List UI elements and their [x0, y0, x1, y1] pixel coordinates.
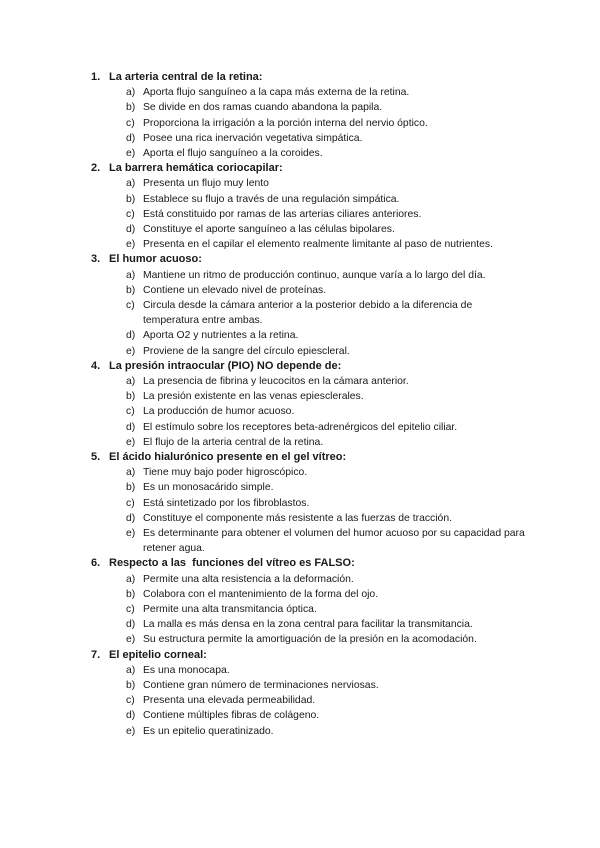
option-list: [91, 268, 531, 359]
option-text: Aporta el flujo sanguíneo a la coroides.: [143, 148, 323, 159]
option-letter: a): [126, 269, 136, 281]
option-text: Está sintetizado por los fibroblastos.: [143, 497, 310, 509]
option-item: [91, 100, 531, 115]
option-item: [91, 480, 531, 495]
question-2: [91, 161, 531, 252]
option-letter: c): [126, 497, 135, 509]
question-heading: [91, 359, 531, 374]
option-letter: a): [126, 664, 136, 676]
option-text: Constituye el componente más resistente a las fuerzas de tracción.: [143, 512, 452, 524]
option-text: Contiene un elevado nivel de proteínas.: [143, 284, 327, 296]
option-list: [91, 663, 531, 739]
option-text: Circula desde la cámara anterior a la posterior debido a la diferencia de temperatura entre ambas.: [143, 300, 473, 327]
option-letter: c): [126, 117, 135, 129]
option-text: Es un epitelio queratinizado.: [143, 725, 274, 737]
option-text: Presenta una elevada permeabilidad.: [143, 695, 316, 707]
question-list: [91, 70, 531, 739]
option-text: La producción de humor acuoso.: [143, 406, 295, 418]
question-number: 1.: [91, 71, 101, 83]
option-text: Tiene muy bajo poder higroscópico.: [143, 467, 308, 479]
option-letter: b): [126, 102, 136, 114]
option-text: La presencia de fibrina y leucocitos en la cámara anterior.: [143, 376, 409, 387]
option-item: [91, 632, 531, 647]
option-item: [91, 526, 531, 556]
option-item: [91, 85, 531, 100]
option-item: [91, 328, 531, 343]
option-text: Es determinante para obtener el volumen del humor acuoso por su capacidad para retener agua.: [143, 528, 525, 555]
option-item: [91, 222, 531, 237]
question-number: 5.: [91, 451, 101, 464]
option-text: Está constituido por ramas de las arterias ciliares anteriores.: [143, 208, 422, 220]
option-letter: d): [126, 132, 136, 144]
option-item: [91, 693, 531, 708]
option-letter: b): [126, 193, 136, 205]
option-item: [91, 283, 531, 298]
option-letter: c): [126, 604, 135, 616]
option-list: [91, 176, 531, 252]
option-item: [91, 116, 531, 131]
option-letter: b): [126, 391, 136, 403]
option-text: Es una monocapa.: [143, 664, 230, 676]
question-title: El ácido hialurónico presente en el gel vítreo:: [109, 451, 347, 464]
option-list: [91, 572, 531, 648]
option-letter: b): [126, 482, 136, 494]
option-letter: d): [126, 619, 136, 631]
option-item: [91, 678, 531, 693]
question-title: Respecto a las funciones del vítreo es FALSO:: [109, 557, 355, 570]
option-text: Su estructura permite la amortiguación de la presión en la acomodación.: [143, 634, 477, 646]
option-letter: e): [126, 345, 136, 357]
question-heading: [91, 648, 531, 663]
question-heading: [91, 450, 531, 465]
question-6: [91, 556, 531, 647]
option-letter: e): [126, 148, 136, 159]
option-letter: a): [126, 178, 136, 190]
option-letter: b): [126, 588, 136, 600]
option-letter: c): [126, 300, 135, 311]
option-letter: e): [126, 725, 136, 737]
option-item: [91, 617, 531, 632]
option-item: [91, 146, 531, 161]
option-item: [91, 708, 531, 723]
option-letter: d): [126, 330, 136, 342]
option-item: [91, 268, 531, 283]
question-heading: [91, 252, 531, 267]
option-letter: b): [126, 284, 136, 296]
option-letter: a): [126, 467, 136, 479]
question-number: 4.: [91, 359, 101, 372]
question-5: [91, 450, 531, 556]
option-item: [91, 344, 531, 359]
option-letter: d): [126, 512, 136, 524]
option-item: [91, 420, 531, 435]
option-text: Presenta en el capilar el elemento realmente limitante al paso de nutrientes.: [143, 239, 494, 251]
option-item: [91, 465, 531, 480]
option-item: [91, 404, 531, 419]
option-item: [91, 131, 531, 146]
question-number: 7.: [91, 648, 101, 661]
option-letter: e): [126, 436, 136, 448]
option-item: [91, 663, 531, 678]
option-item: [91, 724, 531, 739]
option-item: [91, 176, 531, 191]
option-letter: c): [126, 695, 135, 707]
question-heading: [91, 161, 531, 176]
option-letter: d): [126, 421, 136, 433]
question-number: 2.: [91, 162, 101, 175]
option-letter: c): [126, 208, 135, 220]
option-text: Proviene de la sangre del círculo epiescleral.: [143, 345, 350, 357]
option-list: [91, 465, 531, 556]
option-text: La malla es más densa en la zona central para facilitar la transmitancia.: [143, 619, 473, 631]
option-item: [91, 237, 531, 252]
question-number: 6.: [91, 557, 101, 570]
option-text: Contiene múltiples fibras de colágeno.: [143, 710, 320, 722]
option-text: Presenta un flujo muy lento: [143, 178, 269, 190]
option-letter: a): [126, 573, 136, 585]
option-item: [91, 572, 531, 587]
option-item: [91, 602, 531, 617]
option-text: El flujo de la arteria central de la retina.: [143, 436, 324, 448]
option-letter: a): [126, 87, 136, 99]
question-title: La barrera hemática coriocapilar:: [109, 162, 283, 175]
option-text: Es un monosacárido simple.: [143, 482, 274, 494]
option-text: Constituye el aporte sanguíneo a las células bipolares.: [143, 224, 395, 235]
option-letter: c): [126, 406, 135, 418]
option-text: Colabora con el mantenimiento de la forma del ojo.: [143, 588, 379, 600]
option-text: Contiene gran número de terminaciones nerviosas.: [143, 680, 379, 692]
option-item: [91, 374, 531, 389]
option-text: Permite una alta transmitancia óptica.: [143, 604, 317, 616]
option-text: Se divide en dos ramas cuando abandona la papila.: [143, 102, 383, 114]
option-letter: d): [126, 710, 136, 722]
option-letter: b): [126, 680, 136, 692]
question-1: [91, 70, 531, 161]
option-text: Permite una alta resistencia a la deformación.: [143, 573, 354, 585]
question-title: La arteria central de la retina:: [109, 71, 263, 83]
option-item: [91, 192, 531, 207]
option-text: Posee una rica inervación vegetativa simpática.: [143, 132, 363, 144]
option-item: [91, 389, 531, 404]
option-letter: e): [126, 239, 136, 251]
option-text: La presión existente en las venas epiesclerales.: [143, 391, 364, 403]
option-letter: e): [126, 528, 136, 540]
question-title: La presión intraocular (PIO) NO depende de:: [109, 359, 342, 372]
option-item: [91, 496, 531, 511]
option-text: Aporta flujo sanguíneo a la capa más externa de la retina.: [143, 87, 410, 99]
question-heading: [91, 70, 531, 85]
option-text: Establece su flujo a través de una regulación simpática.: [143, 193, 400, 205]
question-title: El epitelio corneal:: [109, 648, 207, 661]
option-letter: e): [126, 634, 136, 646]
option-list: [91, 374, 531, 450]
question-7: [91, 648, 531, 739]
option-item: [91, 587, 531, 602]
option-text: Aporta O2 y nutrientes a la retina.: [143, 330, 299, 342]
option-letter: d): [126, 224, 136, 235]
question-3: [91, 252, 531, 358]
question-number: 3.: [91, 253, 101, 266]
option-list: [91, 85, 531, 161]
option-text: Proporciona la irrigación a la porción interna del nervio óptico.: [143, 117, 428, 129]
option-letter: a): [126, 376, 136, 387]
option-item: [91, 511, 531, 526]
option-item: [91, 298, 531, 328]
option-item: [91, 207, 531, 222]
question-heading: [91, 556, 531, 571]
question-title: El humor acuoso:: [109, 253, 202, 266]
option-text: Mantiene un ritmo de producción continuo, aunque varía a lo largo del día.: [143, 269, 486, 281]
option-item: [91, 435, 531, 450]
question-4: [91, 359, 531, 450]
option-text: El estímulo sobre los receptores beta-adrenérgicos del epitelio ciliar.: [143, 421, 458, 433]
